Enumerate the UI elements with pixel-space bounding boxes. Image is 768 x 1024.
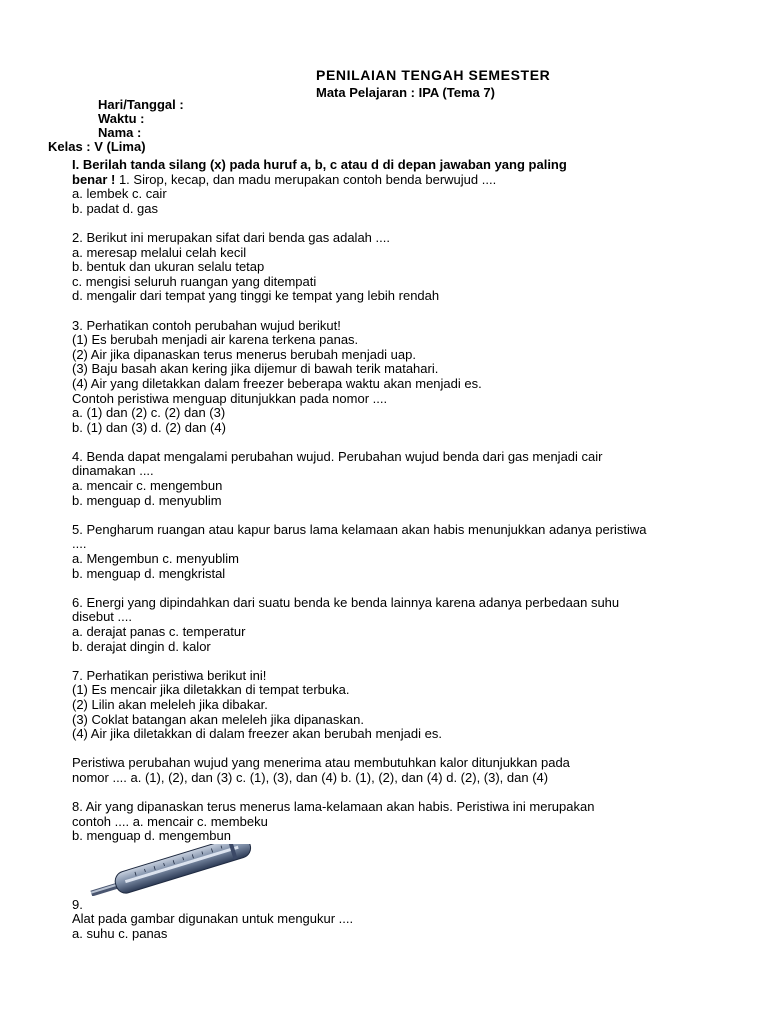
thermometer-icon bbox=[86, 844, 258, 900]
question-8-line-1: 8. Air yang dipanaskan terus menerus lama-kelamaan akan habis. Peristiwa ini merupakan bbox=[72, 799, 595, 815]
q2-option-a: a. meresap melalui celah kecil bbox=[72, 244, 247, 260]
q3-statement-3: (3) Baju basah akan kering jika dijemur di bawah terik matahari. bbox=[72, 361, 439, 377]
kelas-label: Kelas : V (Lima) bbox=[48, 139, 146, 154]
q6-option-b: b. derajat dingin d. kalor bbox=[72, 638, 211, 654]
question-6-line-2: disebut .... bbox=[72, 609, 132, 625]
q9-option-a: a. suhu c. panas bbox=[72, 926, 168, 941]
q6-option-a: a. derajat panas c. temperatur bbox=[72, 624, 246, 639]
q7-statement-1: (1) Es mencair jika diletakkan di tempat terbuka. bbox=[72, 682, 350, 698]
page-subtitle: Mata Pelajaran : IPA (Tema 7) bbox=[316, 85, 495, 100]
question-1-text: 1. Sirop, kecap, dan madu merupakan contoh benda berwujud .... bbox=[115, 171, 497, 187]
question-4-line-1: 4. Benda dapat mengalami perubahan wujud. Perubahan wujud benda dari gas menjadi cair bbox=[72, 448, 603, 464]
instruction-line-2 bbox=[72, 173, 712, 188]
q2-option-c: c. mengisi seluruh ruangan yang ditempati bbox=[72, 273, 317, 289]
q1-option-b: b. padat d. gas bbox=[72, 200, 159, 216]
q7-ask-line-2: nomor .... a. (1), (2), dan (3) c. (1), (3), dan (4) b. (1), (2), dan (4) d. (2), (3), dan (4) bbox=[72, 769, 549, 785]
instruction-line-1: I. Berilah tanda silang (x) pada huruf a, b, c atau d di depan jawaban yang paling bbox=[72, 157, 567, 172]
q5-option-b: b. menguap d. mengkristal bbox=[72, 565, 226, 581]
q4-option-b: b. menguap d. menyublim bbox=[72, 492, 222, 508]
q1-option-a: a. lembek c. cair bbox=[72, 186, 167, 202]
question-9-number: 9. bbox=[72, 897, 83, 912]
question-7: 7. Perhatikan peristiwa berikut ini! bbox=[72, 667, 267, 683]
q5-option-a: a. Mengembun c. menyublim bbox=[72, 551, 239, 567]
question-3: 3. Perhatikan contoh perubahan wujud berikut! bbox=[72, 317, 341, 333]
q3-option-a: a. (1) dan (2) c. (2) dan (3) bbox=[72, 405, 226, 421]
q3-statement-2: (2) Air jika dipanaskan terus menerus berubah menjadi uap. bbox=[72, 346, 416, 362]
q7-statement-3: (3) Coklat batangan akan meleleh jika dipanaskan. bbox=[72, 711, 364, 727]
q7-statement-2: (2) Lilin akan meleleh jika dibakar. bbox=[72, 696, 268, 712]
q3-statement-4: (4) Air yang diletakkan dalam freezer beberapa waktu akan menjadi es. bbox=[72, 375, 482, 391]
q7-statement-4: (4) Air jika diletakkan di dalam freezer akan berubah menjadi es. bbox=[72, 726, 442, 742]
q2-option-b: b. bentuk dan ukuran selalu tetap bbox=[72, 259, 265, 275]
q3-ask: Contoh peristiwa menguap ditunjukkan pada nomor .... bbox=[72, 390, 388, 406]
waktu-label: Waktu : bbox=[98, 111, 145, 126]
q7-ask-line-1: Peristiwa perubahan wujud yang menerima atau membutuhkan kalor ditunjukkan pada bbox=[72, 755, 570, 771]
q2-option-d: d. mengalir dari tempat yang tinggi ke tempat yang lebih rendah bbox=[72, 288, 440, 304]
page-title: PENILAIAN TENGAH SEMESTER bbox=[316, 67, 551, 83]
q3-option-b: b. (1) dan (3) d. (2) dan (4) bbox=[72, 419, 226, 435]
q4-option-a: a. mencair c. mengembun bbox=[72, 478, 223, 494]
question-5-line-1: 5. Pengharum ruangan atau kapur barus lama kelamaan akan habis menunjukkan adanya peristiwa bbox=[72, 521, 647, 537]
hari-tanggal-label: Hari/Tanggal : bbox=[98, 97, 184, 112]
question-9-text: Alat pada gambar digunakan untuk mengukur .... bbox=[72, 911, 354, 926]
question-5-line-2: .... bbox=[72, 536, 87, 552]
instruction-bold: benar ! bbox=[72, 171, 116, 187]
question-2: 2. Berikut ini merupakan sifat dari benda gas adalah .... bbox=[72, 229, 390, 245]
q3-statement-1: (1) Es berubah menjadi air karena terkena panas. bbox=[72, 332, 359, 348]
question-6-line-1: 6. Energi yang dipindahkan dari suatu benda ke benda lainnya karena adanya perbedaan suhu bbox=[72, 594, 620, 610]
exam-content bbox=[72, 158, 712, 844]
question-8-line-2: contoh .... a. mencair c. membeku bbox=[72, 813, 268, 829]
q8-option-b: b. menguap d. mengembun bbox=[72, 828, 231, 844]
question-4-line-2: dinamakan .... bbox=[72, 463, 154, 479]
nama-label: Nama : bbox=[98, 125, 142, 140]
